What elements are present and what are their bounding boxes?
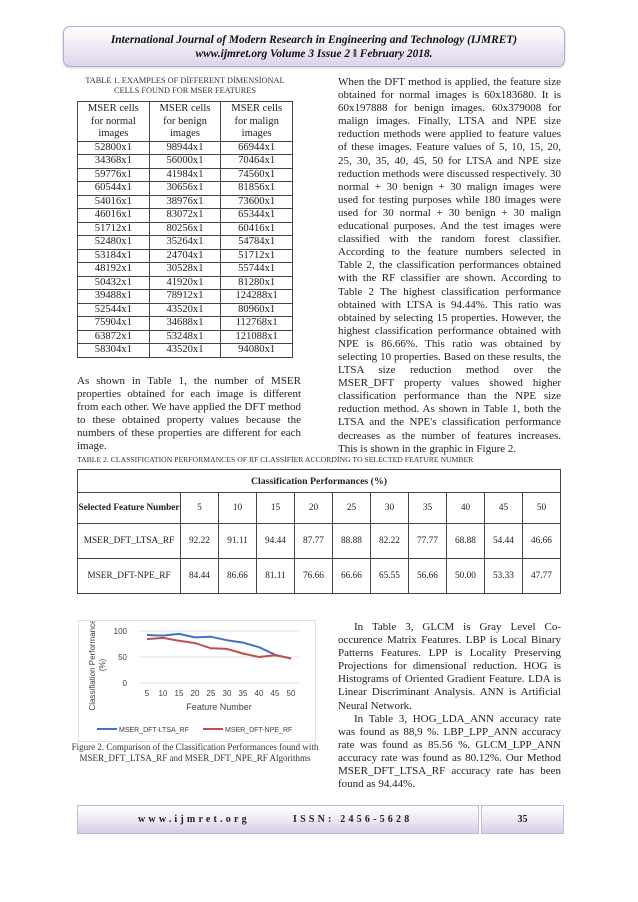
table2-cell: 77.77 bbox=[409, 524, 447, 559]
table1 bbox=[77, 101, 293, 358]
table2-cell: 86.66 bbox=[219, 559, 257, 594]
table2-feature-cell: 45 bbox=[485, 493, 523, 524]
table2-feature-cell: 35 bbox=[409, 493, 447, 524]
legend-label: MSER_DFT-LTSA_RF bbox=[119, 727, 189, 734]
x-tick-label: 5 bbox=[144, 689, 150, 698]
table1-cell: 83072x1 bbox=[149, 209, 221, 223]
figure2-chart bbox=[78, 620, 316, 742]
x-axis-title: Feature Number bbox=[186, 702, 252, 712]
table2-cell: 47.77 bbox=[523, 559, 561, 594]
right-paragraph: When the DFT method is applied, the feature size obtained for normal images is 60x183680. It is 60x197888 for benign images. 60x379008 for malign images. Finally, LTSA and NPE size reduction methods were applied to feature values of these images. Feature values of 5, 10, 15, 20, 25, 30, 35, 40, 45, 50 for LTSA and NPE size reduction methods were discussed respectively. 30 normal + 30 benign + 30 malign images were used for testing purposes while 180 images were used for 30 normal + 30 benign + 30 malign educational purposes. And the test images were classified with the random forest classifier. According to the feature numbers selected in Table 2, the classification performances obtained with the RF classifier are shown. According to Table 2 The highest classification performance obtained with LTSA is 94.44%. This ratio was obtained by selecting 15 properties. However, the highest classification performance obtained with NPE is 86.66%. This ratio was obtained by selecting 10 properties. Based on these results, the LTSA size reduction method over the MSER_DFT property values showed higher classification performance than the NPE size reduction method. As shown in Table 1, both the LTSA and the NPE's classification performance decreases as the number of features increases. This is shown in the graphic in Figure 2. bbox=[338, 76, 561, 455]
table1-cell: 94080x1 bbox=[221, 344, 293, 358]
table1-row bbox=[78, 209, 293, 223]
page-number: 35 bbox=[481, 805, 564, 834]
table1-header-normal: MSER cells for normal images bbox=[78, 102, 150, 142]
x-tick-label: 15 bbox=[174, 689, 184, 698]
table1-row bbox=[78, 344, 293, 358]
table1-cell: 53184x1 bbox=[78, 249, 150, 263]
table1-header-benign: MSER cells for benign images bbox=[149, 102, 221, 142]
table2-feature-cell: 10 bbox=[219, 493, 257, 524]
table2-cell: 81.11 bbox=[257, 559, 295, 594]
table1-cell: 35264x1 bbox=[149, 236, 221, 250]
table1-row bbox=[78, 249, 293, 263]
table1-cell: 81280x1 bbox=[221, 276, 293, 290]
table2-row-label: MSER_DFT-NPE_RF bbox=[78, 559, 181, 594]
table2-feature-cell: 30 bbox=[371, 493, 409, 524]
table1-cell: 39488x1 bbox=[78, 290, 150, 304]
table2-feature-cell: 25 bbox=[333, 493, 371, 524]
table1-cell: 51712x1 bbox=[221, 249, 293, 263]
table2-feature-cell: 50 bbox=[523, 493, 561, 524]
table1-cell: 41920x1 bbox=[149, 276, 221, 290]
page-footer bbox=[77, 805, 564, 834]
table1-row bbox=[78, 182, 293, 196]
x-tick-label: 10 bbox=[158, 689, 168, 698]
x-tick-label: 40 bbox=[254, 689, 264, 698]
table1-cell: 81856x1 bbox=[221, 182, 293, 196]
table2-caption: TABLE 2. CLASSIFICATION PERFORMANCES OF RF CLASSİFİER ACCORDİNG TO SELECTED FEATURE NUMBER bbox=[77, 455, 474, 464]
table1-caption: TABLE 1. EXAMPLES OF DİFFERENT DİMENSİONAL CELLS FOUND FOR MSER FEATURES bbox=[85, 76, 285, 95]
table1-cell: 41984x1 bbox=[149, 168, 221, 182]
table2-cell: 87.77 bbox=[295, 524, 333, 559]
table1-cell: 52800x1 bbox=[78, 141, 150, 155]
table1-cell: 60416x1 bbox=[221, 222, 293, 236]
table2-row-npe bbox=[78, 559, 561, 594]
y-axis-title-unit: (%) bbox=[98, 658, 107, 672]
table1-row bbox=[78, 330, 293, 344]
table2-feature-cell: 40 bbox=[447, 493, 485, 524]
table1-cell: 50432x1 bbox=[78, 276, 150, 290]
table2-feature-cell: 15 bbox=[257, 493, 295, 524]
table1-header-row bbox=[78, 102, 293, 142]
left-paragraph: As shown in Table 1, the number of MSER properties obtained for each image is different from each other. We have applied the DFT method to these obtained property values because the numbers of these properties are different for each image. bbox=[77, 375, 301, 453]
journal-title: International Journal of Modern Research in Engineering and Technology (IJMRET) bbox=[110, 34, 518, 46]
table1-cell: 54016x1 bbox=[78, 195, 150, 209]
table2-cell: 91.11 bbox=[219, 524, 257, 559]
table1-cell: 74560x1 bbox=[221, 168, 293, 182]
line-chart-svg bbox=[79, 621, 315, 741]
table1-cell: 34368x1 bbox=[78, 155, 150, 169]
table1-row bbox=[78, 290, 293, 304]
table1-row bbox=[78, 168, 293, 182]
table1-cell: 80960x1 bbox=[221, 303, 293, 317]
table2-cell: 94.44 bbox=[257, 524, 295, 559]
table1-cell: 24704x1 bbox=[149, 249, 221, 263]
table1-row bbox=[78, 276, 293, 290]
table2-cell: 53.33 bbox=[485, 559, 523, 594]
table2-row-label: MSER_DFT_LTSA_RF bbox=[78, 524, 181, 559]
table1-cell: 30656x1 bbox=[149, 182, 221, 196]
table2-cell: 54.44 bbox=[485, 524, 523, 559]
footer-left-box bbox=[77, 805, 479, 834]
footer-site: www.ijmret.org bbox=[138, 814, 250, 825]
table1-cell: 34688x1 bbox=[149, 317, 221, 331]
table2-cell: 76.66 bbox=[295, 559, 333, 594]
table1-cell: 43520x1 bbox=[149, 344, 221, 358]
table2 bbox=[77, 469, 561, 594]
journal-header-banner bbox=[63, 26, 565, 67]
table1-cell: 60544x1 bbox=[78, 182, 150, 196]
table1-row bbox=[78, 155, 293, 169]
table2-cell: 92.22 bbox=[181, 524, 219, 559]
table1-cell: 58304x1 bbox=[78, 344, 150, 358]
x-tick-label: 20 bbox=[190, 689, 200, 698]
footer-issn: ISSN: 2456-5628 bbox=[293, 814, 413, 825]
table1-cell: 65344x1 bbox=[221, 209, 293, 223]
table1-cell: 78912x1 bbox=[149, 290, 221, 304]
table1-cell: 30528x1 bbox=[149, 263, 221, 277]
table1-row bbox=[78, 317, 293, 331]
table1-row bbox=[78, 236, 293, 250]
table2-cell: 65.55 bbox=[371, 559, 409, 594]
table1-cell: 51712x1 bbox=[78, 222, 150, 236]
table1-cell: 52544x1 bbox=[78, 303, 150, 317]
table1-row bbox=[78, 141, 293, 155]
table2-cell: 66.66 bbox=[333, 559, 371, 594]
table1-cell: 124288x1 bbox=[221, 290, 293, 304]
table1-row bbox=[78, 222, 293, 236]
table1-header-malign: MSER cells for malign images bbox=[221, 102, 293, 142]
table1-row bbox=[78, 303, 293, 317]
table1-row bbox=[78, 263, 293, 277]
table1-cell: 55744x1 bbox=[221, 263, 293, 277]
table2-cell: 68.88 bbox=[447, 524, 485, 559]
table1-cell: 38976x1 bbox=[149, 195, 221, 209]
table2-cell: 50.00 bbox=[447, 559, 485, 594]
table1-cell: 43520x1 bbox=[149, 303, 221, 317]
table2-group-header-row bbox=[78, 470, 561, 493]
right-paragraph-2: In Table 3, GLCM is Gray Level Co-occurence Matrix Features. LBP is Local Binary Patterns Features. LPP is Locality Preserving Projections for dimensional reduction. HOG is Histograms of Oriented Gradient Feature. LDA is Linear Discriminant Analysis. ANN is Artificial Neural Network. In Table 3, HOG_LDA_ANN accuracy rate was found as 88,9 %. LBP_LPP_ANN accuracy rate was found as 85.56 %. GLCM_LPP_ANN accuracy rate was found as 80.12%. Our Method MSER_DFT_LTSA_RF accuracy rate has been found as 94.44%. bbox=[338, 621, 561, 791]
table2-cell: 82.22 bbox=[371, 524, 409, 559]
table1-cell: 121088x1 bbox=[221, 330, 293, 344]
y-axis-title: Classifiation Performance bbox=[88, 621, 97, 711]
x-tick-label: 35 bbox=[238, 689, 248, 698]
x-tick-label: 45 bbox=[270, 689, 280, 698]
legend-label: MSER_DFT-NPE_RF bbox=[225, 727, 293, 734]
table2-row-ltsa bbox=[78, 524, 561, 559]
table2-cell: 46.66 bbox=[523, 524, 561, 559]
table1-cell: 112768x1 bbox=[221, 317, 293, 331]
y-tick-label: 0 bbox=[122, 679, 127, 688]
y-tick-label: 100 bbox=[113, 627, 127, 636]
table2-cell: 84.44 bbox=[181, 559, 219, 594]
table2-feature-label: Selected Feature Number bbox=[78, 493, 181, 524]
journal-issue: www.ijmret.org Volume 3 Issue 2 ǁ February 2018. bbox=[195, 48, 433, 60]
table2-cell: 88.88 bbox=[333, 524, 371, 559]
series-line-npe bbox=[147, 638, 291, 658]
table1-cell: 46016x1 bbox=[78, 209, 150, 223]
table1-cell: 48192x1 bbox=[78, 263, 150, 277]
table1-cell: 54784x1 bbox=[221, 236, 293, 250]
table2-feature-cell: 20 bbox=[295, 493, 333, 524]
table1-cell: 63872x1 bbox=[78, 330, 150, 344]
table1-cell: 52480x1 bbox=[78, 236, 150, 250]
figure2-caption: Figure 2. Comparison of the Classification Performances found with MSER_DFT_LTSA_RF and MSER_DFT_NPE_RF Algorithms bbox=[71, 742, 319, 763]
table2-feature-cell: 5 bbox=[181, 493, 219, 524]
table2-feature-row bbox=[78, 493, 561, 524]
table1-cell: 70464x1 bbox=[221, 155, 293, 169]
x-tick-label: 25 bbox=[206, 689, 216, 698]
table1-cell: 66944x1 bbox=[221, 141, 293, 155]
x-tick-label: 30 bbox=[222, 689, 232, 698]
table1-cell: 59776x1 bbox=[78, 168, 150, 182]
table1-cell: 80256x1 bbox=[149, 222, 221, 236]
table1-cell: 98944x1 bbox=[149, 141, 221, 155]
table1-cell: 73600x1 bbox=[221, 195, 293, 209]
table1-row bbox=[78, 195, 293, 209]
table2-cell: 56.66 bbox=[409, 559, 447, 594]
table1-cell: 56000x1 bbox=[149, 155, 221, 169]
y-tick-label: 50 bbox=[118, 653, 127, 662]
table1-cell: 75904x1 bbox=[78, 317, 150, 331]
table1-cell: 53248x1 bbox=[149, 330, 221, 344]
x-tick-label: 50 bbox=[286, 689, 296, 698]
table2-group-header: Classification Performances (%) bbox=[78, 470, 561, 493]
